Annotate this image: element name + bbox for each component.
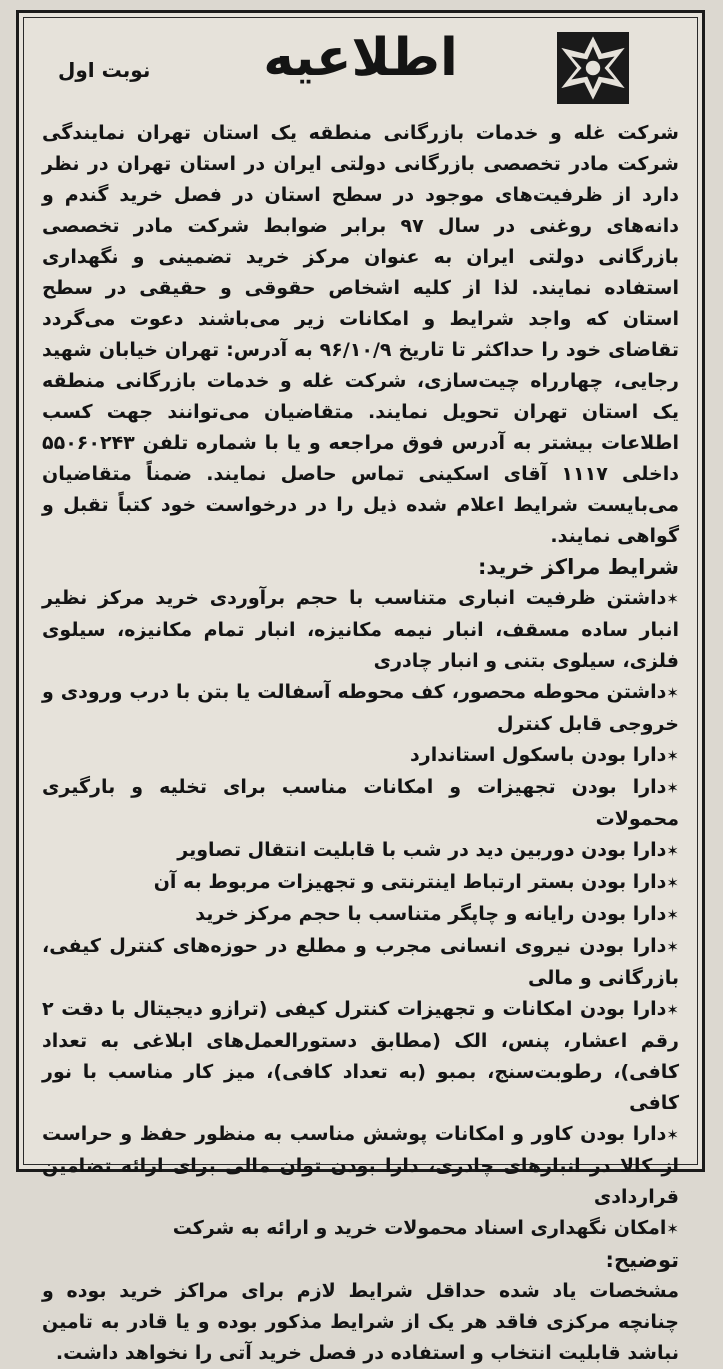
condition-item: ✶ دارا بودن باسکول استاندارد <box>42 740 679 772</box>
star-octagon-logo-icon <box>557 32 629 104</box>
note-text: مشخصات یاد شده حداقل شرایط لازم برای مراکز خرید بوده و چنانچه مرکزی فاقد هر یک از شرایط مذکور بوده و یا قادر به تامین نباشد قابلیت انتخاب و استفاده در فصل خرید آتی را نخواهد داشت. <box>42 1280 679 1364</box>
notice-frame <box>16 10 705 1364</box>
note-heading: توضیح: <box>605 1248 679 1272</box>
condition-item: ✶ داشتن محوطه محصور، کف محوطه آسفالت یا بتن با درب ورودی و خروجی قابل کنترل <box>42 677 679 740</box>
notice-inner-border <box>23 17 698 1364</box>
condition-item: ✶ دارا بودن بستر ارتباط اینترنتی و تجهیزات مربوط به آن <box>42 867 679 899</box>
intro-paragraph: شرکت غله و خدمات بازرگانی منطقه یک استان تهران نمایندگی شرکت مادر تخصصی بازرگانی دولتی ایران در استان تهران در نظر دارد از ظرفیت‌های موجود در سطح استان در فصل خرید گندم و دانه‌های روغنی در سال ۹۷ برابر ضوابط شرکت مادر تخصصی بازرگانی دولتی ایران به عنوان مرکز خرید تضمینی و نگهداری استفاده نمایند. لذا از کلیه اشخاص حقوقی و حقیقی در سطح استان که واجد شرایط و امکانات زیر می‌باشند دعوت می‌گردد تقاضای خود را حداکثر تا تاریخ ۹۶/۱۰/۹ به آدرس: تهران خیابان شهید رجایی، چهارراه چیت‌سازی، شرکت غله و خدمات بازرگانی منطقه یک استان تهران تحویل نمایند. متقاضیان می‌توانند جهت کسب اطلاعات بیشتر به آدرس فوق مراجعه و یا با شماره تلفن ۵۵۰۶۰۲۴۳ داخلی ۱۱۱۷ آقای اسکینی تماس حاصل نمایند. ضمناً متقاضیان می‌بایست شرایط اعلام شده ذیل را در درخواست خود کتباً تقبل و گواهی نمایند. <box>42 122 679 547</box>
condition-item: ✶ دارا بودن کاور و امکانات پوشش مناسب به منظور حفظ و حراست از کالا در انبارهای چادری، دارا بودن توان مالی برای ارائه تضامین قراردادی <box>42 1119 679 1213</box>
condition-item: ✶ داشتن ظرفیت انباری متناسب با حجم برآوردی خرید مرکز نظیر انبار ساده مسقف، انبار نیمه مکانیزه، انبار تمام مکانیزه، سیلوی فلزی، سیلوی بتنی و انبار چادری <box>42 583 679 677</box>
condition-item: ✶ دارا بودن تجهیزات و امکانات مناسب برای تخلیه و بارگیری محمولات <box>42 772 679 835</box>
notice-title: اطلاعیه <box>263 28 458 88</box>
condition-item: ✶ دارا بودن دوربین دید در شب با قابلیت انتقال تصاویر <box>42 835 679 867</box>
conditions-list <box>42 583 679 1245</box>
notice-body <box>42 118 679 1369</box>
round-label: نوبت اول <box>58 58 151 82</box>
notice-header <box>24 18 697 118</box>
conditions-heading: شرایط مراکز خرید: <box>477 555 679 579</box>
condition-item: ✶ امکان نگهداری اسناد محمولات خرید و ارائه به شرکت <box>42 1213 679 1245</box>
condition-item: ✶ دارا بودن رایانه و چاپگر متناسب با حجم مرکز خرید <box>42 899 679 931</box>
condition-item: ✶ دارا بودن نیروی انسانی مجرب و مطلع در حوزه‌های کنترل کیفی، بازرگانی و مالی <box>42 931 679 994</box>
condition-item: ✶ دارا بودن امکانات و تجهیزات کنترل کیفی (ترازو دیجیتال با دقت ۲ رقم اعشار، پنس، الک (مطابق دستورالعمل‌های ابلاغی به تعداد کافی)، رطوبت‌سنج، بمبو (به تعداد کافی)، میز کار مناسب با نور کافی <box>42 994 679 1119</box>
